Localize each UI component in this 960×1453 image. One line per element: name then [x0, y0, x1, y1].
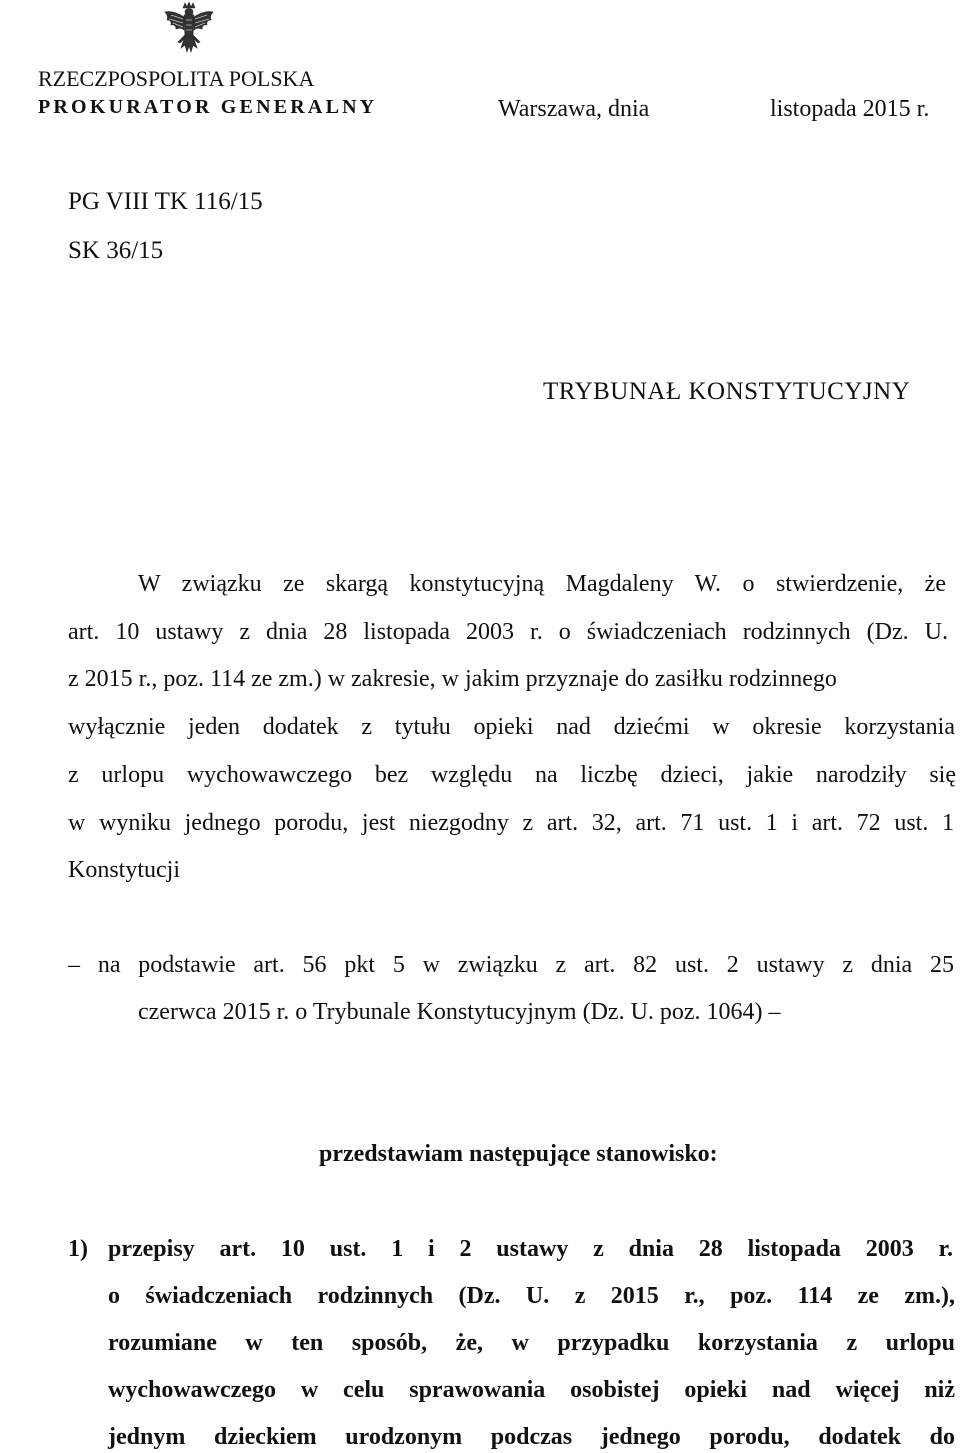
case-signature-1: PG VIII TK 116/15 [68, 188, 263, 215]
country-name: RZECZPOSPOLITA POLSKA [38, 66, 315, 91]
place-date-suffix: listopada 2015 r. [770, 96, 930, 122]
case-signature-2: SK 36/15 [68, 237, 164, 264]
place-date-prefix: Warszawa, dnia [498, 96, 650, 122]
intro-line-7: Konstytucji [68, 857, 180, 883]
point-1-line-1: przepisy art. 10 ust. 1 i 2 ustawy z dnia 28 listopada 2003 r. [108, 1236, 953, 1262]
point-1-line-3: rozumiane w ten sposób, że, w przypadku korzystania z urlopu [108, 1330, 955, 1356]
basis-line-1: – na podstawie art. 56 pkt 5 w związku z art. 82 ust. 2 ustawy z dnia 25 [68, 952, 954, 978]
point-1-number: 1) [68, 1236, 88, 1262]
addressee: TRYBUNAŁ KONSTYTUCYJNY [543, 378, 911, 405]
polish-eagle-emblem-icon [163, 2, 215, 56]
intro-line-1: W związku ze skargą konstytucyjną Magdaleny W. o stwierdzenie, że [138, 571, 946, 597]
point-1-line-4: wychowawczego w celu sprawowania osobistej opieki nad więcej niż [108, 1377, 955, 1403]
point-1-line-2: o świadczeniach rodzinnych (Dz. U. z 2015 r., poz. 114 ze zm.), [108, 1283, 955, 1309]
intro-line-5: z urlopu wychowawczego bez względu na liczbę dzieci, jakie narodziły się [68, 762, 956, 788]
intro-line-2: art. 10 ustawy z dnia 28 listopada 2003 r. o świadczeniach rodzinnych (Dz. U. [68, 619, 948, 645]
intro-line-3: z 2015 r., poz. 114 ze zm.) w zakresie, w jakim przyznaje do zasiłku rodzinnego [68, 666, 837, 692]
intro-line-6: w wyniku jednego porodu, jest niezgodny z art. 32, art. 71 ust. 1 i art. 72 ust. 1 [68, 810, 954, 836]
office-name: PROKURATOR GENERALNY [38, 96, 378, 118]
intro-line-4: wyłącznie jeden dodatek z tytułu opieki nad dziećmi w okresie korzystania [68, 714, 955, 740]
basis-line-2: czerwca 2015 r. o Trybunale Konstytucyjnym (Dz. U. poz. 1064) – [138, 999, 781, 1025]
position-heading: przedstawiam następujące stanowisko: [319, 1141, 718, 1167]
point-1-line-5: jednym dzieckiem urodzonym podczas jednego porodu, dodatek do [108, 1424, 955, 1450]
